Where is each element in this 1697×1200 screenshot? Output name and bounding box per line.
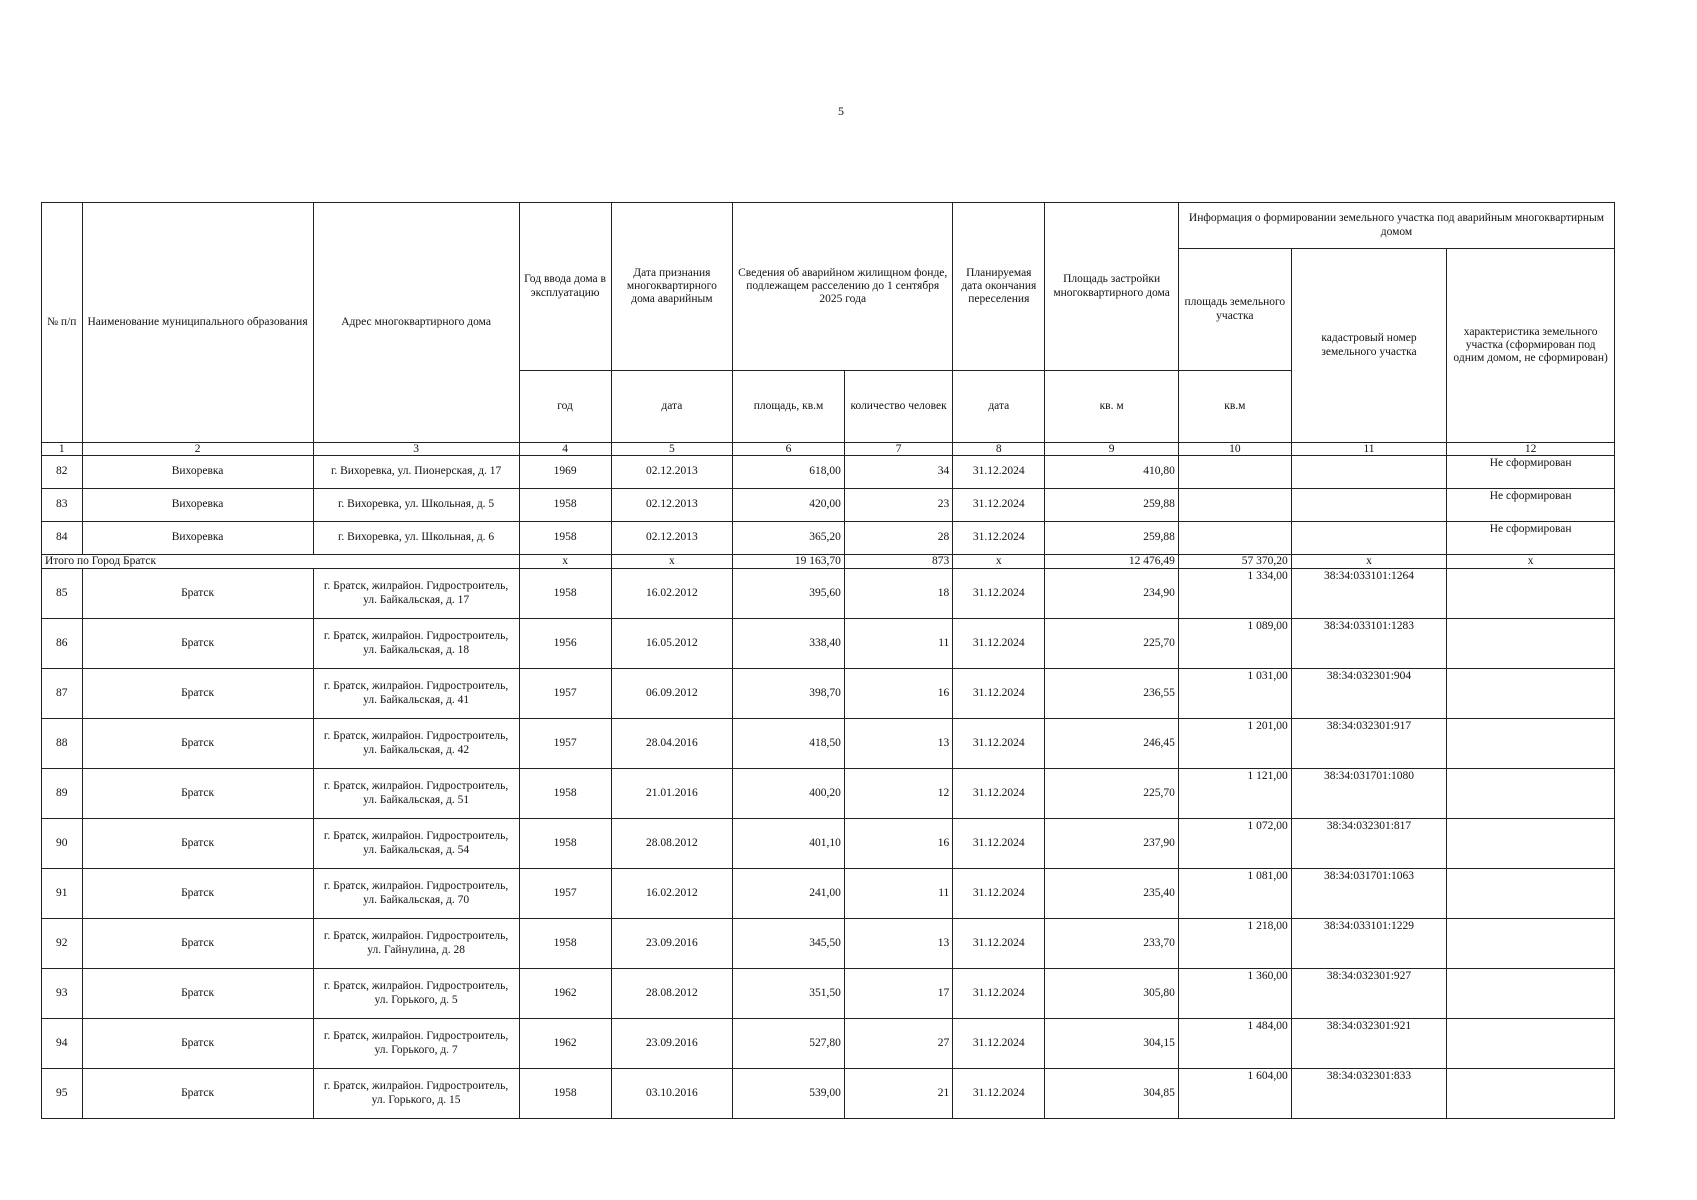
row-number: 84 xyxy=(42,522,83,555)
header-land-area: площадь земельного участка xyxy=(1178,249,1291,371)
row-number: 89 xyxy=(42,769,83,819)
column-number: 8 xyxy=(953,443,1045,456)
land-char-cell xyxy=(1447,569,1615,619)
municipality-cell: Братск xyxy=(82,1069,313,1119)
municipality-cell: Вихоревка xyxy=(82,456,313,489)
recognition-date-cell: 21.01.2016 xyxy=(611,769,733,819)
land-area-cell xyxy=(1178,456,1291,489)
planned-date-cell: 31.12.2024 xyxy=(953,1069,1045,1119)
total-people: 873 xyxy=(844,555,952,569)
table-body-bratsk xyxy=(42,569,1615,1119)
column-number: 1 xyxy=(42,443,83,456)
cadastral-cell: 38:34:033101:1229 xyxy=(1291,919,1447,969)
row-number: 85 xyxy=(42,569,83,619)
total-date: x xyxy=(611,555,733,569)
header-land-info: Информация о формировании земельного участка под аварийным многоквартирным домом xyxy=(1178,203,1614,249)
planned-date-cell: 31.12.2024 xyxy=(953,769,1045,819)
area-cell: 420,00 xyxy=(733,489,845,522)
land-area-cell: 1 604,00 xyxy=(1178,1069,1291,1119)
people-cell: 23 xyxy=(844,489,952,522)
table-row xyxy=(42,1069,1615,1119)
year-cell: 1957 xyxy=(519,719,611,769)
land-char-cell xyxy=(1447,919,1615,969)
municipality-cell: Братск xyxy=(82,619,313,669)
cadastral-cell: 38:34:032301:921 xyxy=(1291,1019,1447,1069)
municipality-cell: Братск xyxy=(82,919,313,969)
land-area-cell xyxy=(1178,489,1291,522)
land-area-cell: 1 121,00 xyxy=(1178,769,1291,819)
building-area-cell: 233,70 xyxy=(1045,919,1179,969)
row-number: 92 xyxy=(42,919,83,969)
municipality-cell: Братск xyxy=(82,769,313,819)
table-row xyxy=(42,719,1615,769)
total-building-area: 12 476,49 xyxy=(1045,555,1179,569)
building-area-cell: 259,88 xyxy=(1045,522,1179,555)
land-area-cell: 1 334,00 xyxy=(1178,569,1291,619)
year-cell: 1957 xyxy=(519,869,611,919)
building-area-cell: 237,90 xyxy=(1045,819,1179,869)
municipality-cell: Братск xyxy=(82,1019,313,1069)
header-recognition-date: Дата признания многоквартирного дома аварийным xyxy=(611,203,733,371)
address-cell: г. Братск, жилрайон. Гидростроитель, ул. Горького, д. 5 xyxy=(313,969,519,1019)
total-land-char: x xyxy=(1447,555,1615,569)
cadastral-cell: 38:34:032301:917 xyxy=(1291,719,1447,769)
row-number: 86 xyxy=(42,619,83,669)
housing-table xyxy=(41,202,1615,1119)
building-area-cell: 246,45 xyxy=(1045,719,1179,769)
unit-building-area: кв. м xyxy=(1045,371,1179,443)
people-cell: 18 xyxy=(844,569,952,619)
address-cell: г. Вихоревка, ул. Школьная, д. 6 xyxy=(313,522,519,555)
table-row xyxy=(42,489,1615,522)
land-area-cell: 1 031,00 xyxy=(1178,669,1291,719)
building-area-cell: 304,85 xyxy=(1045,1069,1179,1119)
cadastral-cell: 38:34:033101:1264 xyxy=(1291,569,1447,619)
column-numbers-row xyxy=(42,443,1615,456)
year-cell: 1962 xyxy=(519,969,611,1019)
row-number: 95 xyxy=(42,1069,83,1119)
year-cell: 1957 xyxy=(519,669,611,719)
year-cell: 1969 xyxy=(519,456,611,489)
total-year: x xyxy=(519,555,611,569)
planned-date-cell: 31.12.2024 xyxy=(953,969,1045,1019)
address-cell: г. Братск, жилрайон. Гидростроитель, ул. Байкальская, д. 18 xyxy=(313,619,519,669)
building-area-cell: 225,70 xyxy=(1045,619,1179,669)
header-number: № п/п xyxy=(42,203,83,443)
total-planned: x xyxy=(953,555,1045,569)
municipality-cell: Братск xyxy=(82,869,313,919)
unit-recognition-date: дата xyxy=(611,371,733,443)
land-char-cell: Не сформирован xyxy=(1447,522,1615,555)
column-number: 10 xyxy=(1178,443,1291,456)
people-cell: 13 xyxy=(844,719,952,769)
cadastral-cell: 38:34:032301:817 xyxy=(1291,819,1447,869)
people-cell: 13 xyxy=(844,919,952,969)
address-cell: г. Братск, жилрайон. Гидростроитель, ул. Байкальская, д. 42 xyxy=(313,719,519,769)
table-header xyxy=(42,203,1615,456)
table-row xyxy=(42,819,1615,869)
recognition-date-cell: 28.08.2012 xyxy=(611,969,733,1019)
row-number: 88 xyxy=(42,719,83,769)
people-cell: 34 xyxy=(844,456,952,489)
table-row xyxy=(42,569,1615,619)
area-cell: 345,50 xyxy=(733,919,845,969)
table-total xyxy=(42,555,1615,569)
recognition-date-cell: 16.02.2012 xyxy=(611,569,733,619)
land-char-cell xyxy=(1447,1019,1615,1069)
year-cell: 1958 xyxy=(519,522,611,555)
recognition-date-cell: 23.09.2016 xyxy=(611,919,733,969)
unit-people: количество человек xyxy=(844,371,952,443)
area-cell: 618,00 xyxy=(733,456,845,489)
address-cell: г. Братск, жилрайон. Гидростроитель, ул. Байкальская, д. 70 xyxy=(313,869,519,919)
land-char-cell: Не сформирован xyxy=(1447,456,1615,489)
header-emergency-fund: Сведения об аварийном жилищном фонде, подлежащем расселению до 1 сентября 2025 года xyxy=(733,203,953,371)
land-char-cell xyxy=(1447,969,1615,1019)
planned-date-cell: 31.12.2024 xyxy=(953,669,1045,719)
planned-date-cell: 31.12.2024 xyxy=(953,569,1045,619)
header-cadastral: кадастровый номер земельного участка xyxy=(1291,249,1447,443)
municipality-cell: Братск xyxy=(82,969,313,1019)
year-cell: 1958 xyxy=(519,819,611,869)
table-row xyxy=(42,919,1615,969)
land-char-cell xyxy=(1447,719,1615,769)
building-area-cell: 225,70 xyxy=(1045,769,1179,819)
row-number: 93 xyxy=(42,969,83,1019)
recognition-date-cell: 03.10.2016 xyxy=(611,1069,733,1119)
column-number: 12 xyxy=(1447,443,1615,456)
people-cell: 16 xyxy=(844,669,952,719)
year-cell: 1958 xyxy=(519,489,611,522)
year-cell: 1958 xyxy=(519,569,611,619)
area-cell: 395,60 xyxy=(733,569,845,619)
area-cell: 401,10 xyxy=(733,819,845,869)
area-cell: 338,40 xyxy=(733,619,845,669)
planned-date-cell: 31.12.2024 xyxy=(953,489,1045,522)
total-label: Итого по Город Братск xyxy=(42,555,520,569)
unit-year: год xyxy=(519,371,611,443)
address-cell: г. Братск, жилрайон. Гидростроитель, ул. Байкальская, д. 54 xyxy=(313,819,519,869)
building-area-cell: 305,80 xyxy=(1045,969,1179,1019)
land-char-cell xyxy=(1447,819,1615,869)
cadastral-cell: 38:34:032301:833 xyxy=(1291,1069,1447,1119)
people-cell: 16 xyxy=(844,819,952,869)
year-cell: 1958 xyxy=(519,919,611,969)
area-cell: 400,20 xyxy=(733,769,845,819)
housing-table-container xyxy=(41,202,1615,1119)
year-cell: 1962 xyxy=(519,1019,611,1069)
column-number: 11 xyxy=(1291,443,1447,456)
land-char-cell xyxy=(1447,769,1615,819)
planned-date-cell: 31.12.2024 xyxy=(953,522,1045,555)
header-year: Год ввода дома в эксплуатацию xyxy=(519,203,611,371)
land-area-cell: 1 072,00 xyxy=(1178,819,1291,869)
recognition-date-cell: 16.05.2012 xyxy=(611,619,733,669)
planned-date-cell: 31.12.2024 xyxy=(953,819,1045,869)
planned-date-cell: 31.12.2024 xyxy=(953,869,1045,919)
building-area-cell: 410,80 xyxy=(1045,456,1179,489)
people-cell: 11 xyxy=(844,869,952,919)
recognition-date-cell: 02.12.2013 xyxy=(611,489,733,522)
planned-date-cell: 31.12.2024 xyxy=(953,719,1045,769)
column-number: 7 xyxy=(844,443,952,456)
recognition-date-cell: 06.09.2012 xyxy=(611,669,733,719)
total-cadastral: x xyxy=(1291,555,1447,569)
year-cell: 1958 xyxy=(519,1069,611,1119)
table-row xyxy=(42,669,1615,719)
table-row xyxy=(42,619,1615,669)
total-land-area: 57 370,20 xyxy=(1178,555,1291,569)
municipality-cell: Братск xyxy=(82,669,313,719)
area-cell: 539,00 xyxy=(733,1069,845,1119)
cadastral-cell: 38:34:033101:1283 xyxy=(1291,619,1447,669)
building-area-cell: 236,55 xyxy=(1045,669,1179,719)
table-row xyxy=(42,1019,1615,1069)
people-cell: 17 xyxy=(844,969,952,1019)
column-number: 2 xyxy=(82,443,313,456)
row-number: 91 xyxy=(42,869,83,919)
cadastral-cell: 38:34:032301:904 xyxy=(1291,669,1447,719)
column-number: 5 xyxy=(611,443,733,456)
page-number: 5 xyxy=(838,104,844,118)
cadastral-cell: 38:34:032301:927 xyxy=(1291,969,1447,1019)
row-number: 82 xyxy=(42,456,83,489)
address-cell: г. Братск, жилрайон. Гидростроитель, ул. Байкальская, д. 17 xyxy=(313,569,519,619)
row-number: 94 xyxy=(42,1019,83,1069)
municipality-cell: Братск xyxy=(82,569,313,619)
land-char-cell xyxy=(1447,1069,1615,1119)
area-cell: 365,20 xyxy=(733,522,845,555)
municipality-cell: Братск xyxy=(82,819,313,869)
area-cell: 351,50 xyxy=(733,969,845,1019)
people-cell: 21 xyxy=(844,1069,952,1119)
header-land-char: характеристика земельного участка (сформирован под одним домом, не сформирован) xyxy=(1447,249,1615,443)
building-area-cell: 234,90 xyxy=(1045,569,1179,619)
table-row xyxy=(42,969,1615,1019)
row-number: 90 xyxy=(42,819,83,869)
unit-planned-date: дата xyxy=(953,371,1045,443)
row-number: 83 xyxy=(42,489,83,522)
recognition-date-cell: 28.08.2012 xyxy=(611,819,733,869)
table-row xyxy=(42,456,1615,489)
table-row xyxy=(42,769,1615,819)
planned-date-cell: 31.12.2024 xyxy=(953,456,1045,489)
cadastral-cell: 38:34:031701:1063 xyxy=(1291,869,1447,919)
land-area-cell: 1 218,00 xyxy=(1178,919,1291,969)
header-municipality: Наименование муниципального образования xyxy=(82,203,313,443)
column-number: 3 xyxy=(313,443,519,456)
municipality-cell: Вихоревка xyxy=(82,489,313,522)
header-building-area: Площадь застройки многоквартирного дома xyxy=(1045,203,1179,371)
land-char-cell: Не сформирован xyxy=(1447,489,1615,522)
people-cell: 28 xyxy=(844,522,952,555)
table-row xyxy=(42,522,1615,555)
address-cell: г. Братск, жилрайон. Гидростроитель, ул. Байкальская, д. 41 xyxy=(313,669,519,719)
column-number: 9 xyxy=(1045,443,1179,456)
recognition-date-cell: 02.12.2013 xyxy=(611,456,733,489)
area-cell: 241,00 xyxy=(733,869,845,919)
header-planned-date: Планируемая дата окончания переселения xyxy=(953,203,1045,371)
planned-date-cell: 31.12.2024 xyxy=(953,619,1045,669)
total-row xyxy=(42,555,1615,569)
address-cell: г. Братск, жилрайон. Гидростроитель, ул. Горького, д. 7 xyxy=(313,1019,519,1069)
address-cell: г. Братск, жилрайон. Гидростроитель, ул. Горького, д. 15 xyxy=(313,1069,519,1119)
land-area-cell: 1 484,00 xyxy=(1178,1019,1291,1069)
land-area-cell: 1 081,00 xyxy=(1178,869,1291,919)
building-area-cell: 259,88 xyxy=(1045,489,1179,522)
unit-land-area: кв.м xyxy=(1178,371,1291,443)
people-cell: 11 xyxy=(844,619,952,669)
land-area-cell: 1 360,00 xyxy=(1178,969,1291,1019)
people-cell: 12 xyxy=(844,769,952,819)
cadastral-cell: 38:34:031701:1080 xyxy=(1291,769,1447,819)
building-area-cell: 235,40 xyxy=(1045,869,1179,919)
year-cell: 1958 xyxy=(519,769,611,819)
year-cell: 1956 xyxy=(519,619,611,669)
cadastral-cell xyxy=(1291,489,1447,522)
unit-area: площадь, кв.м xyxy=(733,371,845,443)
recognition-date-cell: 28.04.2016 xyxy=(611,719,733,769)
cadastral-cell xyxy=(1291,456,1447,489)
column-number: 6 xyxy=(733,443,845,456)
area-cell: 418,50 xyxy=(733,719,845,769)
land-area-cell: 1 089,00 xyxy=(1178,619,1291,669)
column-number: 4 xyxy=(519,443,611,456)
people-cell: 27 xyxy=(844,1019,952,1069)
area-cell: 527,80 xyxy=(733,1019,845,1069)
address-cell: г. Братск, жилрайон. Гидростроитель, ул. Байкальская, д. 51 xyxy=(313,769,519,819)
recognition-date-cell: 16.02.2012 xyxy=(611,869,733,919)
recognition-date-cell: 23.09.2016 xyxy=(611,1019,733,1069)
table-body-vikhorevka xyxy=(42,456,1615,555)
header-address: Адрес многоквартирного дома xyxy=(313,203,519,443)
land-char-cell xyxy=(1447,619,1615,669)
total-area: 19 163,70 xyxy=(733,555,845,569)
recognition-date-cell: 02.12.2013 xyxy=(611,522,733,555)
address-cell: г. Вихоревка, ул. Школьная, д. 5 xyxy=(313,489,519,522)
row-number: 87 xyxy=(42,669,83,719)
cadastral-cell xyxy=(1291,522,1447,555)
land-char-cell xyxy=(1447,869,1615,919)
municipality-cell: Вихоревка xyxy=(82,522,313,555)
address-cell: г. Вихоревка, ул. Пионерская, д. 17 xyxy=(313,456,519,489)
land-char-cell xyxy=(1447,669,1615,719)
municipality-cell: Братск xyxy=(82,719,313,769)
address-cell: г. Братск, жилрайон. Гидростроитель, ул. Гайнулина, д. 28 xyxy=(313,919,519,969)
land-area-cell: 1 201,00 xyxy=(1178,719,1291,769)
area-cell: 398,70 xyxy=(733,669,845,719)
planned-date-cell: 31.12.2024 xyxy=(953,1019,1045,1069)
planned-date-cell: 31.12.2024 xyxy=(953,919,1045,969)
building-area-cell: 304,15 xyxy=(1045,1019,1179,1069)
land-area-cell xyxy=(1178,522,1291,555)
table-row xyxy=(42,869,1615,919)
